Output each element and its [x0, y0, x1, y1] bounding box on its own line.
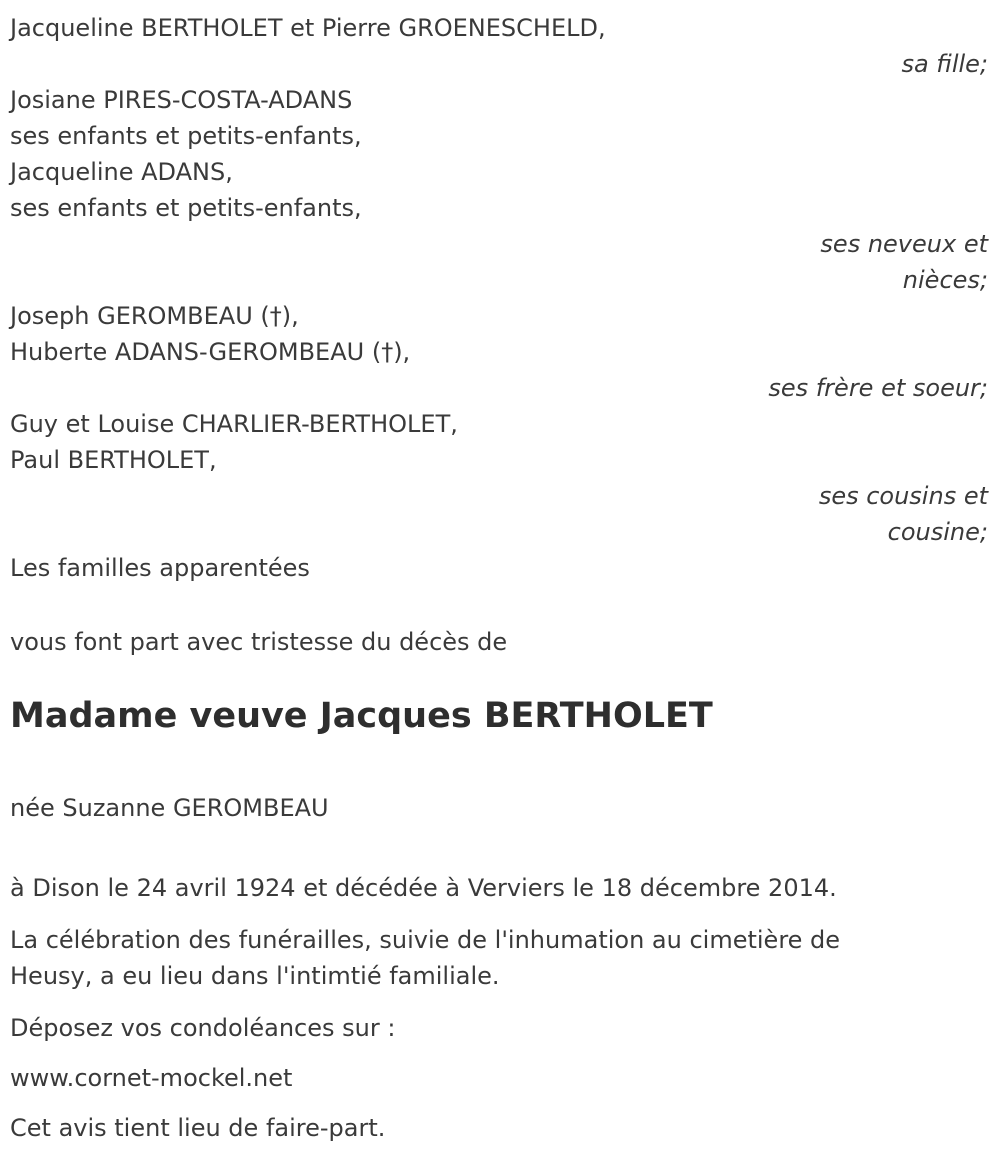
maiden-name: née Suzanne GEROMBEAU: [10, 794, 329, 822]
condolences-prompt: Déposez vos condoléances sur :: [10, 1014, 396, 1042]
relation-line: ses neveux et: [820, 230, 988, 258]
family-line: ses enfants et petits-enfants,: [10, 122, 362, 150]
relation-line: sa fille;: [901, 50, 988, 78]
family-line: Josiane PIRES-COSTA-ADANS: [10, 86, 353, 114]
website-url: www.cornet-mockel.net: [10, 1064, 293, 1092]
family-line: ses enfants et petits-enfants,: [10, 194, 362, 222]
deceased-name-title: Madame veuve Jacques BERTHOLET: [10, 696, 713, 736]
family-line: Joseph GEROMBEAU (†),: [10, 302, 299, 330]
relation-line: ses cousins et: [818, 482, 988, 510]
family-line: Huberte ADANS-GEROMBEAU (†),: [10, 338, 411, 366]
family-list: [10, 10, 988, 586]
family-line: Les familles apparentées: [10, 554, 310, 582]
life-dates: à Dison le 24 avril 1924 et décédée à Verviers le 18 décembre 2014.: [10, 874, 837, 902]
relation-line: ses frère et soeur;: [768, 374, 988, 402]
family-line: Paul BERTHOLET,: [10, 446, 217, 474]
funeral-info: La célébration des funérailles, suivie de l'inhumation au cimetière de Heusy, a eu lieu dans l'intimtié familiale.: [10, 926, 841, 990]
announcement-intro: vous font part avec tristesse du décès de: [10, 628, 508, 656]
family-line: Jacqueline BERTHOLET et Pierre GROENESCHELD,: [10, 14, 606, 42]
relation-line: cousine;: [887, 518, 988, 546]
family-line: Jacqueline ADANS,: [10, 158, 233, 186]
family-line: Guy et Louise CHARLIER-BERTHOLET,: [10, 410, 458, 438]
closing-notice: Cet avis tient lieu de faire-part.: [10, 1114, 386, 1142]
relation-line: nièces;: [902, 266, 988, 294]
